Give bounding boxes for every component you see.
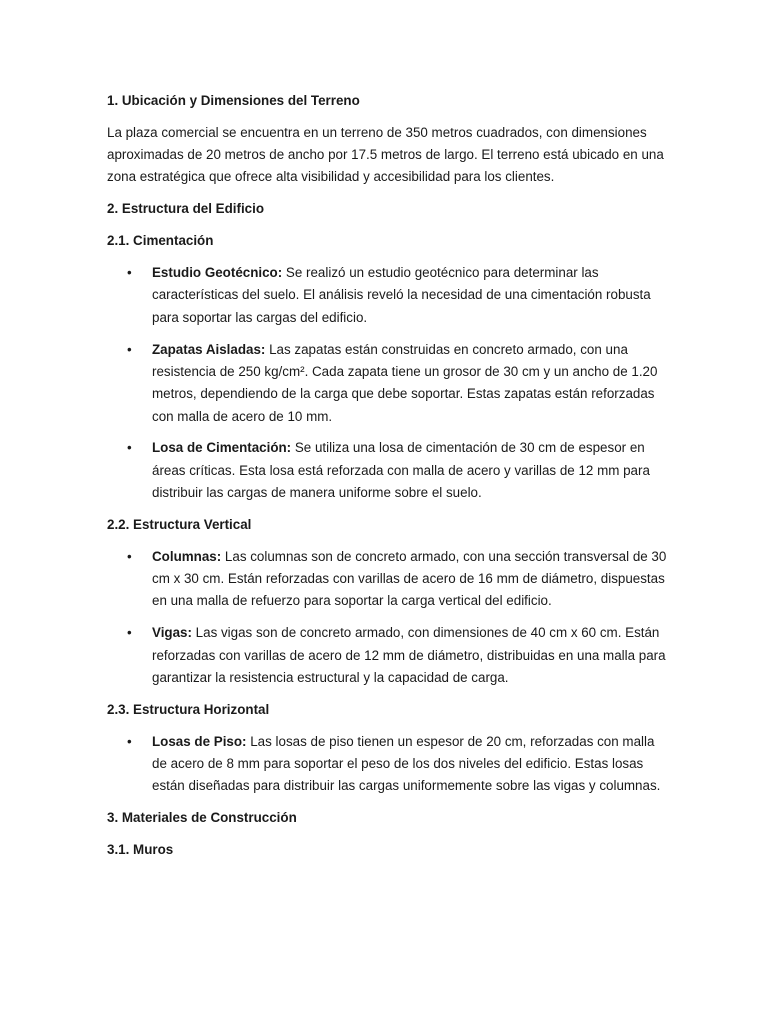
item-text: Las columnas son de concreto armado, con una sección transversal de 30 cm x 30 cm. Están reforzadas con varillas de acero de 16 mm de diámetro, dispuestas en una malla de refuerzo para soportar la carga vertical del edificio. [152, 548, 667, 609]
list-item [107, 437, 667, 504]
section-3-1-heading: 3.1. Muros [107, 842, 174, 858]
bullet-icon: • [127, 440, 132, 456]
document-body [107, 90, 667, 871]
bullet-icon: • [127, 265, 132, 281]
bullet-icon: • [127, 625, 132, 641]
list-item [107, 546, 667, 613]
item-text: Se realizó un estudio geotécnico para determinar las características del suelo. El análisis reveló la necesidad de una cimentación robusta para soportar las cargas del edificio. [152, 265, 651, 325]
item-term: Losa de Cimentación: [152, 440, 292, 456]
section-1-paragraph: La plaza comercial se encuentra en un terreno de 350 metros cuadrados, con dimensiones aproximadas de 20 metros de ancho por 17.5 metros de largo. El terreno está ubicado en una zona estratégica que ofrece alta visibilidad y accesibilidad para los clientes. [107, 124, 664, 185]
list-item [107, 731, 667, 798]
item-term: Losas de Piso: [152, 733, 247, 749]
estructura-vertical-list [107, 546, 667, 689]
item-text: Se utiliza una losa de cimentación de 30 cm de espesor en áreas críticas. Esta losa está reforzada con malla de acero y varillas de 12 mm para distribuir las cargas de manera uniforme sobre el suelo. [152, 440, 650, 501]
item-text: Las zapatas están construidas en concreto armado, con una resistencia de 250 kg/cm². Cada zapata tiene un grosor de 30 cm y un ancho de 1.20 metros, dependiendo de la carga que debe soportar. Estas zapatas están reforzadas con malla de acero de 10 mm. [152, 341, 658, 424]
section-1-heading: 1. Ubicación y Dimensiones del Terreno [107, 93, 360, 108]
section-3-heading: 3. Materiales de Construcción [107, 810, 297, 826]
section-2-heading: 2. Estructura del Edificio [107, 201, 265, 217]
item-term: Estudio Geotécnico: [152, 265, 283, 281]
list-item [107, 262, 667, 329]
item-text: Las vigas son de concreto armado, con dimensiones de 40 cm x 60 cm. Están reforzadas con varillas de acero de 12 mm de diámetro, distribuidas en una malla para garantizar la resistencia estructural y la capacidad de carga. [152, 625, 666, 685]
bullet-icon: • [127, 733, 132, 749]
item-term: Columnas: [152, 548, 222, 564]
section-2-2-heading: 2.2. Estructura Vertical [107, 516, 252, 532]
item-term: Zapatas Aisladas: [152, 341, 266, 357]
section-2-3-heading: 2.3. Estructura Horizontal [107, 701, 270, 717]
item-text: Las losas de piso tienen un espesor de 20 cm, reforzadas con malla de acero de 8 mm para soportar el peso de los dos niveles del edificio. Estas losas están diseñadas para distribuir las cargas uniformemente sobre las vigas y columnas. [152, 733, 661, 794]
bullet-icon: • [127, 548, 132, 564]
list-item [107, 339, 667, 428]
cimentacion-list [107, 262, 667, 504]
estructura-horizontal-list [107, 731, 667, 798]
section-2-1-heading: 2.1. Cimentación [107, 233, 214, 249]
list-item [107, 622, 667, 689]
bullet-icon: • [127, 341, 132, 357]
item-term: Vigas: [152, 625, 192, 641]
